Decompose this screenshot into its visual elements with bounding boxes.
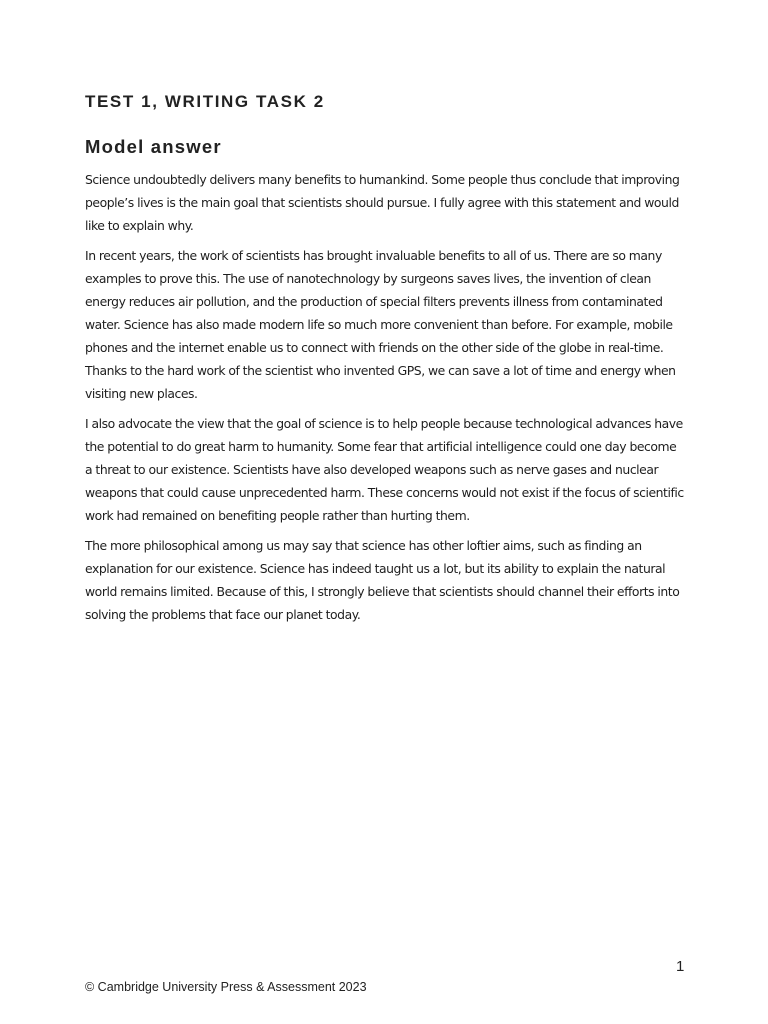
page-number: 1 xyxy=(676,958,685,975)
copyright-notice: © Cambridge University Press & Assessment 2023 xyxy=(85,980,367,994)
answer-paragraph-4: The more philosophical among us may say that science has other loftier aims, such as finding an explanation for our existence. Science has indeed taught us a lot, but its ability to explain the natural world remains limited. Because of this, I strongly believe that scientists should channel their efforts into solving the problems that face our planet today. xyxy=(85,538,680,622)
answer-paragraph-1: Science undoubtedly delivers many benefits to humankind. Some people thus conclude that improving people’s lives is the main goal that scientists should pursue. I fully agree with this statement and would like to explain why. xyxy=(85,172,680,233)
answer-paragraph-2: In recent years, the work of scientists has brought invaluable benefits to all of us. There are so many examples to prove this. The use of nanotechnology by surgeons saves lives, the invention of clean energy reduces air pollution, and the production of special filters prevents illness from contaminated water. Science has also made modern life so much more convenient than before. For example, mobile phones and the internet enable us to connect with friends on the other side of the globe in real-time. Thanks to the hard work of the scientist who invented GPS, we can save a lot of time and energy when visiting new places. xyxy=(85,248,676,401)
test-title: TEST 1, WRITING TASK 2 xyxy=(85,92,325,111)
answer-paragraph-3: I also advocate the view that the goal of science is to help people because technological advances have the potential to do great harm to humanity. Some fear that artificial intelligence could one day become a threat to our existence. Scientists have also developed weapons such as nerve gases and nuclear weapons that could cause unprecedented harm. These concerns would not exist if the focus of scientific work had remained on benefiting people rather than hurting them. xyxy=(85,416,684,523)
section-heading: Model answer xyxy=(85,136,222,157)
model-answer-body xyxy=(85,168,685,633)
